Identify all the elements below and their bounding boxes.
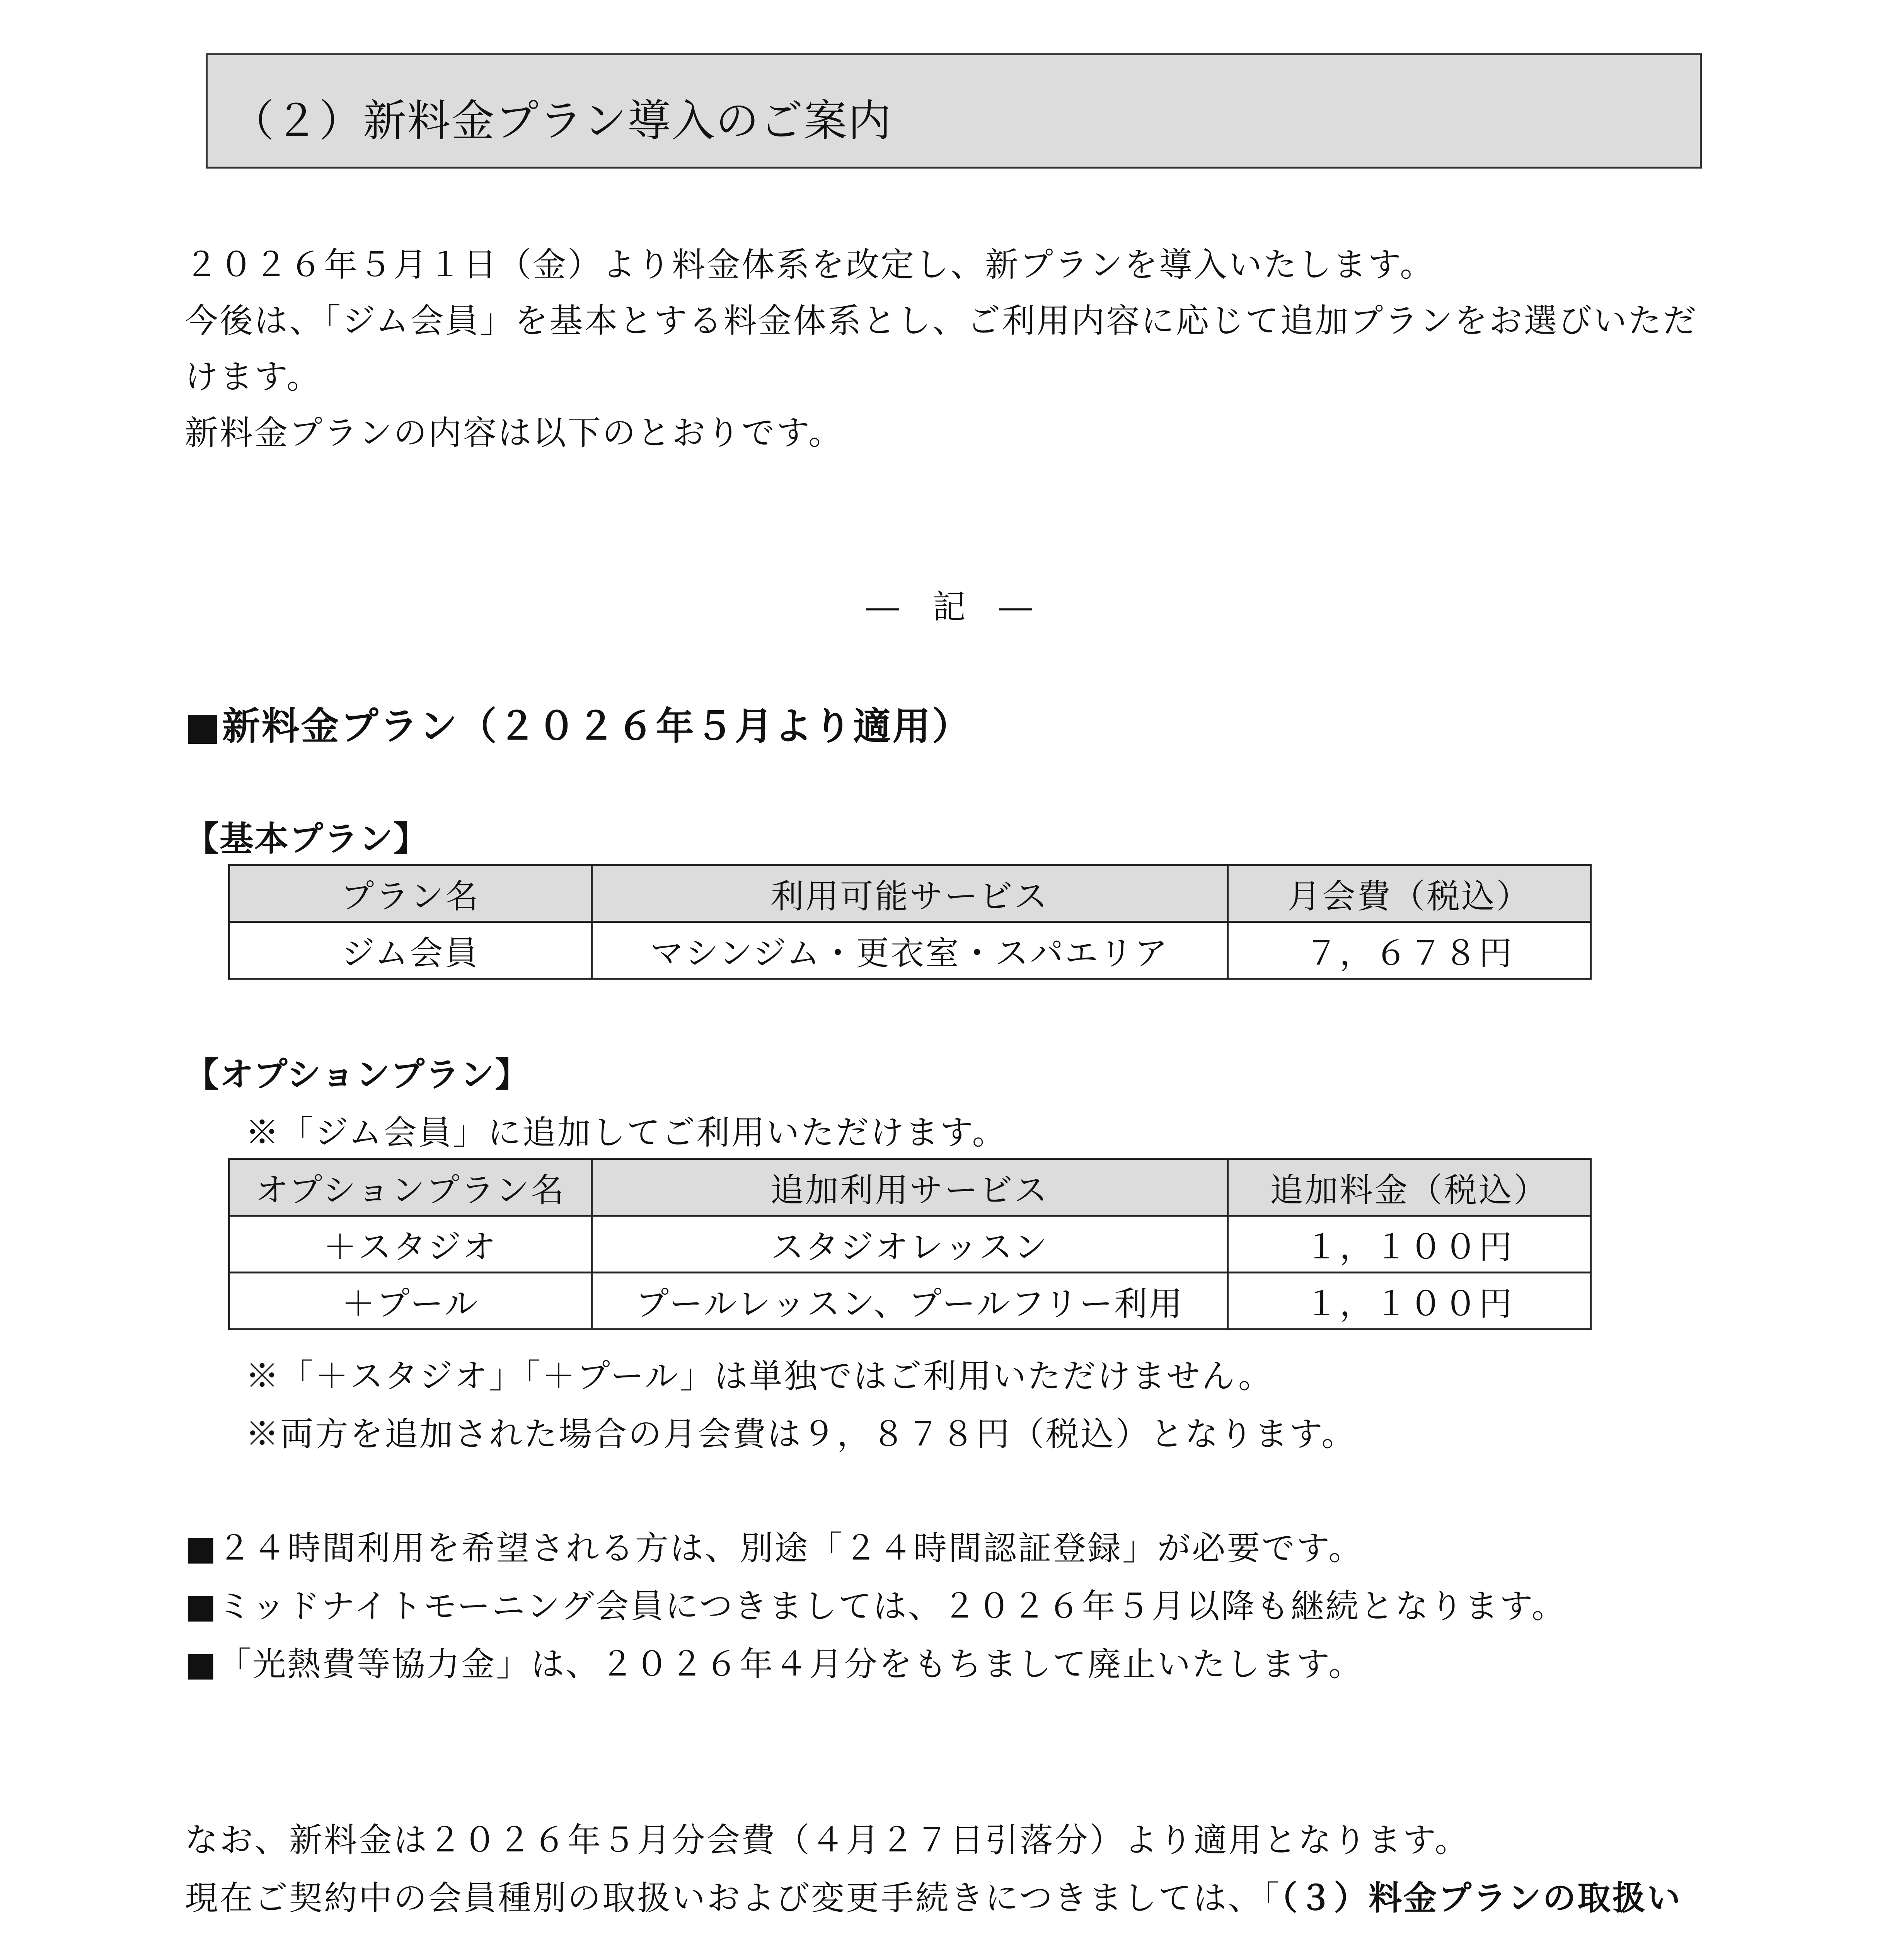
cell-fee: ７，６７８円 (1228, 922, 1591, 979)
basic-plan-label: 【基本プラン】 (185, 818, 429, 859)
section-title-box (206, 53, 1702, 169)
option-plan-table (228, 1158, 1592, 1330)
cell-added-services: プールレッスン、プールフリー利用 (592, 1273, 1228, 1330)
header-added-fee: 追加料金（税込） (1228, 1159, 1591, 1216)
header-monthly-fee: 月会費（税込） (1228, 865, 1591, 922)
option-plan-label: 【オプションプラン】 (185, 1054, 530, 1094)
intro-line-3: けます。 (185, 358, 322, 396)
header-added-services: 追加利用サービス (592, 1159, 1228, 1216)
cell-plan-name: ジム会員 (229, 922, 592, 979)
bullet-midnight: ■ミッドナイトモーニング会員につきましては、２０２６年５月以降も継続となります。 (185, 1587, 1566, 1626)
cell-added-services: スタジオレッスン (592, 1216, 1228, 1273)
intro-line-4: 新料金プランの内容は以下のとおりです。 (185, 414, 844, 452)
cell-services: マシンジム・更衣室・スパエリア (592, 922, 1228, 979)
header-plan-name: プラン名 (229, 865, 592, 922)
cell-option-name: ＋プール (229, 1273, 592, 1330)
table-header-row (229, 865, 1591, 922)
closing-line-1: なお、新料金は２０２６年５月分会費（４月２７日引落分）より適用となります。 (185, 1821, 1470, 1860)
new-plan-heading: ■新料金プラン（２０２６年５月より適用） (185, 704, 972, 748)
bullet-utility: ■「光熱費等協力金」は、２０２６年４月分をもちまして廃止いたします。 (185, 1645, 1364, 1684)
cell-option-name: ＋スタジオ (229, 1216, 592, 1273)
cell-added-fee: １，１００円 (1228, 1273, 1591, 1330)
closing-line-3 (185, 1929, 1399, 1933)
header-option-name: オプションプラン名 (229, 1159, 592, 1216)
header-services: 利用可能サービス (592, 865, 1228, 922)
table-row (229, 922, 1591, 979)
intro-line-1: ２０２６年５月１日（金）より料金体系を改定し、新プランを導入いたします。 (185, 245, 1435, 284)
closing-reference-bold: （３）料金プランの取扱い (1281, 1878, 1682, 1918)
cell-added-fee: １，１００円 (1228, 1216, 1591, 1273)
table-row (229, 1273, 1591, 1330)
section-title: （２）新料金プラン導入のご案内 (231, 96, 892, 146)
ki-marker: ― 記 ― (866, 588, 1032, 626)
basic-plan-table (228, 864, 1592, 980)
bullet-24h: ■２４時間利用を希望される方は、別途「２４時間認証登録」が必要です。 (185, 1529, 1364, 1568)
option-note-1: ※「＋スタジオ」「＋プール」は単独ではご利用いただけません。 (245, 1357, 1273, 1396)
closing-line-2-text: 現在ご契約中の会員種別の取扱いおよび変更手続きにつきましては、「 (185, 1879, 1281, 1918)
closing-line-2 (185, 1871, 1682, 1919)
table-row (229, 1216, 1591, 1273)
option-note-2: ※両方を追加された場合の月会費は９，８７８円（税込）となります。 (245, 1415, 1357, 1454)
table-header-row (229, 1159, 1591, 1216)
intro-line-2: 今後は、「ジム会員」を基本とする料金体系とし、ご利用内容に応じて追加プランをお選びいただ (185, 302, 1698, 340)
option-note-top: ※「ジム会員」に追加してご利用いただけます。 (245, 1113, 1007, 1152)
